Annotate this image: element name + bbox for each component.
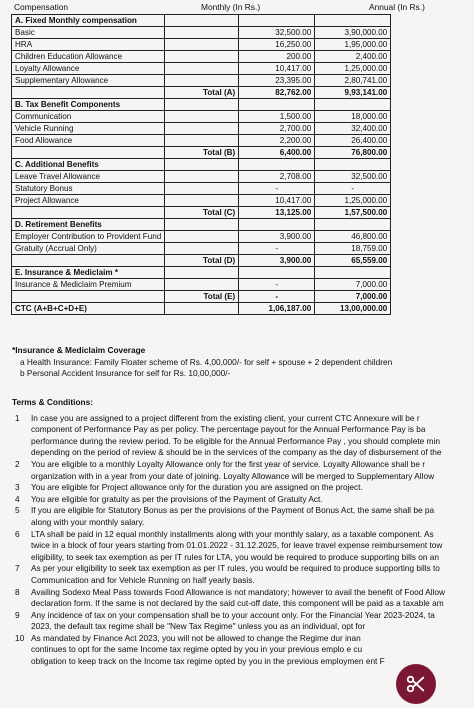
row-spacer <box>12 147 165 159</box>
table-row <box>12 27 391 39</box>
terms-item-line: 2023, the default tax regime shall be "New Tax Regime" unless you as an individual, opt for <box>31 621 366 632</box>
terms-item-line: LTA shall be paid in 12 equal monthly installments along with your monthly salary, as a taxable component. As <box>31 528 434 539</box>
monthly-value: 2,200.00 <box>239 135 315 147</box>
section-header-row <box>12 267 391 279</box>
table-row <box>12 75 391 87</box>
total-row <box>12 255 391 267</box>
table-row <box>12 231 391 243</box>
row-spacer <box>165 279 239 291</box>
monthly-value <box>239 99 315 111</box>
terms-item <box>12 494 474 506</box>
terms-item <box>12 505 474 528</box>
monthly-value: 200.00 <box>239 51 315 63</box>
annual-value: 65,559.00 <box>315 255 391 267</box>
annual-value: 26,400.00 <box>315 135 391 147</box>
annual-value: 1,57,500.00 <box>315 207 391 219</box>
terms-item <box>12 563 474 586</box>
terms-item-line: If you are eligible for Statutory Bonus as per the provisions of the Payment of Bonus Act, the same shall be pa <box>31 505 435 516</box>
row-spacer <box>165 219 239 231</box>
monthly-value: 3,900.00 <box>239 255 315 267</box>
terms-item-number: 9 <box>15 609 20 620</box>
monthly-value: 6,400.00 <box>239 147 315 159</box>
row-label: HRA <box>12 39 165 51</box>
insurance-note-title: *Insurance & Mediclaim Coverage <box>12 345 146 355</box>
terms-item-number: 5 <box>15 505 20 516</box>
col-header-compensation: Compensation <box>14 2 69 12</box>
compensation-table <box>11 14 391 315</box>
scissors-icon <box>405 673 427 695</box>
annual-value: 18,000.00 <box>315 111 391 123</box>
row-spacer <box>165 231 239 243</box>
annual-value: 1,95,000.00 <box>315 39 391 51</box>
terms-item-number: 8 <box>15 586 20 597</box>
terms-item-number: 4 <box>15 493 20 504</box>
annual-value: - <box>315 183 391 195</box>
terms-item-line: Communication and for Vehicle Running on half yearly basis. <box>31 574 255 585</box>
monthly-value: - <box>239 291 315 303</box>
row-label: Loyalty Allowance <box>12 63 165 75</box>
monthly-value: - <box>239 279 315 291</box>
row-label: CTC (A+B+C+D+E) <box>12 303 165 315</box>
total-label: Total (E) <box>165 291 239 303</box>
row-spacer <box>165 39 239 51</box>
monthly-value: 13,125.00 <box>239 207 315 219</box>
row-spacer <box>12 207 165 219</box>
row-spacer <box>12 291 165 303</box>
row-spacer <box>165 15 239 27</box>
row-label: Basic <box>12 27 165 39</box>
monthly-value: 32,500.00 <box>239 27 315 39</box>
row-spacer <box>165 111 239 123</box>
row-label: Project Allowance <box>12 195 165 207</box>
row-label: Vehicle Running <box>12 123 165 135</box>
table-row <box>12 195 391 207</box>
row-label: B. Tax Benefit Components <box>12 99 165 111</box>
row-spacer <box>12 255 165 267</box>
table-row <box>12 123 391 135</box>
terms-item <box>12 587 474 610</box>
col-header-monthly: Monthly (In Rs.) <box>201 2 261 12</box>
row-label: E. Insurance & Mediclaim * <box>12 267 165 279</box>
terms-item-line: declaration form. If the same is not declared by the said cut-off date, this component will be paid as a taxable am <box>31 598 444 609</box>
section-header-row <box>12 219 391 231</box>
terms-item-number: 2 <box>15 458 20 469</box>
monthly-value: 82,762.00 <box>239 87 315 99</box>
table-row <box>12 171 391 183</box>
floating-action-button[interactable] <box>396 664 436 704</box>
col-header-annual: Annual (In Rs.) <box>369 2 425 12</box>
terms-item-line: component of Performance Pay as per policy. The percentage payout for the Annual Performance Pay is ba <box>31 424 426 435</box>
table-row <box>12 63 391 75</box>
terms-item-line: As per your eligibility to seek tax exemption as per IT rules, you would be required to produce supporting bills to <box>31 563 440 574</box>
section-header-row <box>12 159 391 171</box>
row-label: Supplementary Allowance <box>12 75 165 87</box>
monthly-value: 10,417.00 <box>239 63 315 75</box>
row-spacer <box>165 159 239 171</box>
row-spacer <box>165 123 239 135</box>
terms-item-line: You are eligible to a monthly Loyalty Allowance only for the first year of service. Loyalty Allowance shall be r <box>31 458 426 469</box>
total-label: Total (B) <box>165 147 239 159</box>
annual-value: 46,800.00 <box>315 231 391 243</box>
total-row <box>12 207 391 219</box>
terms-item <box>12 482 474 494</box>
row-label: Food Allowance <box>12 135 165 147</box>
terms-item-line: Availing Sodexo Meal Pass towards Food Allowance is not mandatory; however to avail the benefit of Food Allow <box>31 586 446 597</box>
annual-value: 18,759.00 <box>315 243 391 255</box>
annual-value: 1,25,000.00 <box>315 63 391 75</box>
terms-item-line: twice in a block of four years starting from 01.01.2022 - 31.12.2025, for leave travel expense reimbursement tow <box>31 540 443 551</box>
table-row <box>12 39 391 51</box>
annual-value <box>315 99 391 111</box>
terms-item-number: 10 <box>15 632 25 643</box>
terms-item-number: 3 <box>15 482 20 493</box>
terms-item-line: eligibility, to seek tax exemption as per IT rules for LTA, you would be required to produce supporting bills on an <box>31 551 439 562</box>
total-row <box>12 291 391 303</box>
annual-value <box>315 219 391 231</box>
monthly-value: 1,06,187.00 <box>239 303 315 315</box>
row-label: Gratuity (Accrual Only) <box>12 243 165 255</box>
monthly-value <box>239 159 315 171</box>
row-label: D. Retirement Benefits <box>12 219 165 231</box>
table-row <box>12 243 391 255</box>
table-row <box>12 183 391 195</box>
monthly-value <box>239 15 315 27</box>
terms-item-line: obligation to keep track on the Income tax regime opted by you in the previous employmen ent F <box>31 656 385 667</box>
total-label: Total (C) <box>165 207 239 219</box>
terms-item-line: You are eligible for gratuity as per the provisions of the Payment of Gratuity Act. <box>31 493 323 504</box>
annual-value: 7,000.00 <box>315 279 391 291</box>
terms-item-number: 1 <box>15 412 20 423</box>
table-row <box>12 135 391 147</box>
terms-item-line: along with your monthly salary. <box>31 516 145 527</box>
row-label: C. Additional Benefits <box>12 159 165 171</box>
row-spacer <box>165 171 239 183</box>
monthly-value: 2,708.00 <box>239 171 315 183</box>
table-row <box>12 279 391 291</box>
terms-item-number: 7 <box>15 563 20 574</box>
terms-item <box>12 633 474 668</box>
terms-item-line: organization with in a year from your date of joining. Loyalty Allowance will be merged to Supplementary Allow <box>31 470 435 481</box>
row-spacer <box>165 303 239 315</box>
total-row <box>12 303 391 315</box>
row-label: Employer Contribution to Provident Fund <box>12 231 165 243</box>
row-label: Children Education Allowance <box>12 51 165 63</box>
terms-item <box>12 610 474 633</box>
annual-value <box>315 15 391 27</box>
row-label: Leave Travel Allowance <box>12 171 165 183</box>
table-row <box>12 111 391 123</box>
terms-title: Terms & Conditions: <box>12 397 93 407</box>
total-row <box>12 147 391 159</box>
row-spacer <box>165 99 239 111</box>
terms-item-line: In case you are assigned to a project different from the existing client, your current CTC Annexure will be r <box>31 412 420 423</box>
terms-list <box>12 413 474 668</box>
terms-item <box>12 529 474 564</box>
monthly-value: 1,500.00 <box>239 111 315 123</box>
annual-value: 32,400.00 <box>315 123 391 135</box>
terms-item-line: depending on the period of review & should be in the services of the company as the day of disbursement of the <box>31 447 442 458</box>
row-label: Communication <box>12 111 165 123</box>
total-row <box>12 87 391 99</box>
monthly-value: - <box>239 243 315 255</box>
row-spacer <box>165 51 239 63</box>
row-spacer <box>165 243 239 255</box>
annual-value: 2,400.00 <box>315 51 391 63</box>
annual-value <box>315 267 391 279</box>
row-spacer <box>165 135 239 147</box>
total-label: Total (A) <box>165 87 239 99</box>
monthly-value: 3,900.00 <box>239 231 315 243</box>
terms-item-line: continues to opt for the same Income tax regime opted by you in your previous emplo e cu <box>31 644 363 655</box>
terms-item-line: performance during the review period. To be eligible for the Annual Performance Pay , you should complete min <box>31 435 440 446</box>
annual-value: 1,25,000.00 <box>315 195 391 207</box>
section-header-row <box>12 15 391 27</box>
annual-value: 3,90,000.00 <box>315 27 391 39</box>
row-label: A. Fixed Monthly compensation <box>12 15 165 27</box>
row-spacer <box>165 267 239 279</box>
annual-value: 13,00,000.00 <box>315 303 391 315</box>
monthly-value: 2,700.00 <box>239 123 315 135</box>
annual-value: 9,93,141.00 <box>315 87 391 99</box>
annual-value: 32,500.00 <box>315 171 391 183</box>
terms-and-conditions <box>12 397 474 668</box>
insurance-note-item: b Personal Accident Insurance for self for Rs. 10,00,000/- <box>20 368 231 378</box>
row-label: Statutory Bonus <box>12 183 165 195</box>
terms-item-line: Any incidence of tax on your compensation shall be to your account only. For the Financial Year 2023-2024, ta <box>31 609 435 620</box>
row-label: Insurance & Mediclaim Premium <box>12 279 165 291</box>
monthly-value: 23,395.00 <box>239 75 315 87</box>
monthly-value <box>239 267 315 279</box>
row-spacer <box>165 195 239 207</box>
row-spacer <box>165 27 239 39</box>
terms-item-line: You are eligible for Project allowance only for the duration you are assigned on the project. <box>31 482 363 493</box>
monthly-value <box>239 219 315 231</box>
row-spacer <box>12 87 165 99</box>
row-spacer <box>165 63 239 75</box>
monthly-value: - <box>239 183 315 195</box>
terms-item <box>12 413 474 459</box>
annual-value <box>315 159 391 171</box>
monthly-value: 16,250.00 <box>239 39 315 51</box>
annual-value: 7,000.00 <box>315 291 391 303</box>
section-header-row <box>12 99 391 111</box>
annual-value: 2,80,741.00 <box>315 75 391 87</box>
monthly-value: 10,417.00 <box>239 195 315 207</box>
total-label: Total (D) <box>165 255 239 267</box>
terms-item-line: As mandated by Finance Act 2023, you will not be allowed to change the Regime dur inan <box>31 632 361 643</box>
insurance-note-item: a Health Insurance: Family Floater scheme of Rs. 4,00,000/- for self + spouse + 2 dependent children <box>20 356 393 367</box>
terms-item <box>12 459 474 482</box>
insurance-note <box>12 345 392 380</box>
terms-item-number: 6 <box>15 528 20 539</box>
annual-value: 76,800.00 <box>315 147 391 159</box>
row-spacer <box>165 183 239 195</box>
table-row <box>12 51 391 63</box>
row-spacer <box>165 75 239 87</box>
